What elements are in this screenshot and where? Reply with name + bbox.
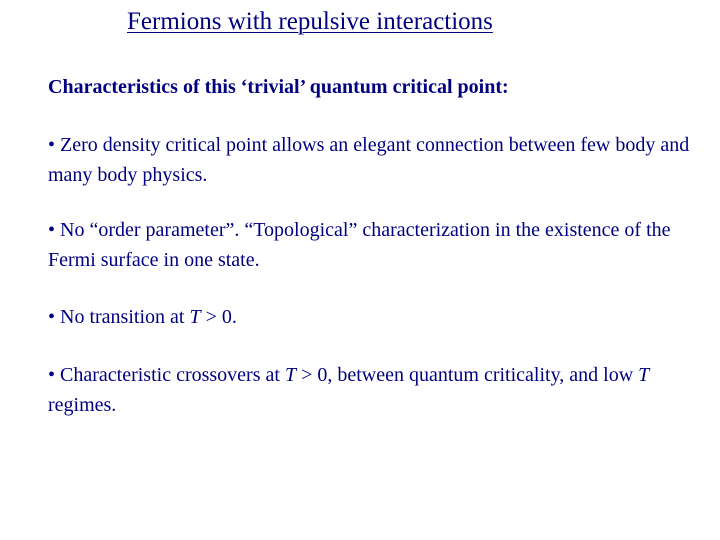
temperature-variable: T xyxy=(284,364,297,386)
bullet-marker: • xyxy=(48,306,56,328)
bullet-marker: • xyxy=(48,364,56,386)
bullet-item xyxy=(48,302,698,332)
bullet-text-post: > 0. xyxy=(200,306,237,328)
bullet-text-mid: > 0, between quantum criticality, and low xyxy=(296,364,639,386)
bullet-item xyxy=(48,215,698,275)
bullet-text: Zero density critical point allows an elegant connection between few body and many body physics. xyxy=(48,134,690,186)
bullet-text-pre: Characteristic crossovers at xyxy=(60,364,285,386)
bullet-text-pre: No transition at xyxy=(60,306,190,328)
bullet-marker: • xyxy=(48,219,56,241)
slide-title: Fermions with repulsive interactions xyxy=(127,8,493,35)
bullet-marker: • xyxy=(48,134,56,156)
slide-subtitle: Characteristics of this ‘trivial’ quantum critical point: xyxy=(48,76,509,98)
temperature-variable: T xyxy=(189,306,201,328)
bullet-text: No “order parameter”. “Topological” characterization in the existence of the Fermi surface in one state. xyxy=(48,219,671,271)
bullet-text-post: regimes. xyxy=(48,394,117,416)
temperature-variable: T xyxy=(638,364,650,386)
bullet-item xyxy=(48,130,698,190)
bullet-item xyxy=(48,360,698,420)
